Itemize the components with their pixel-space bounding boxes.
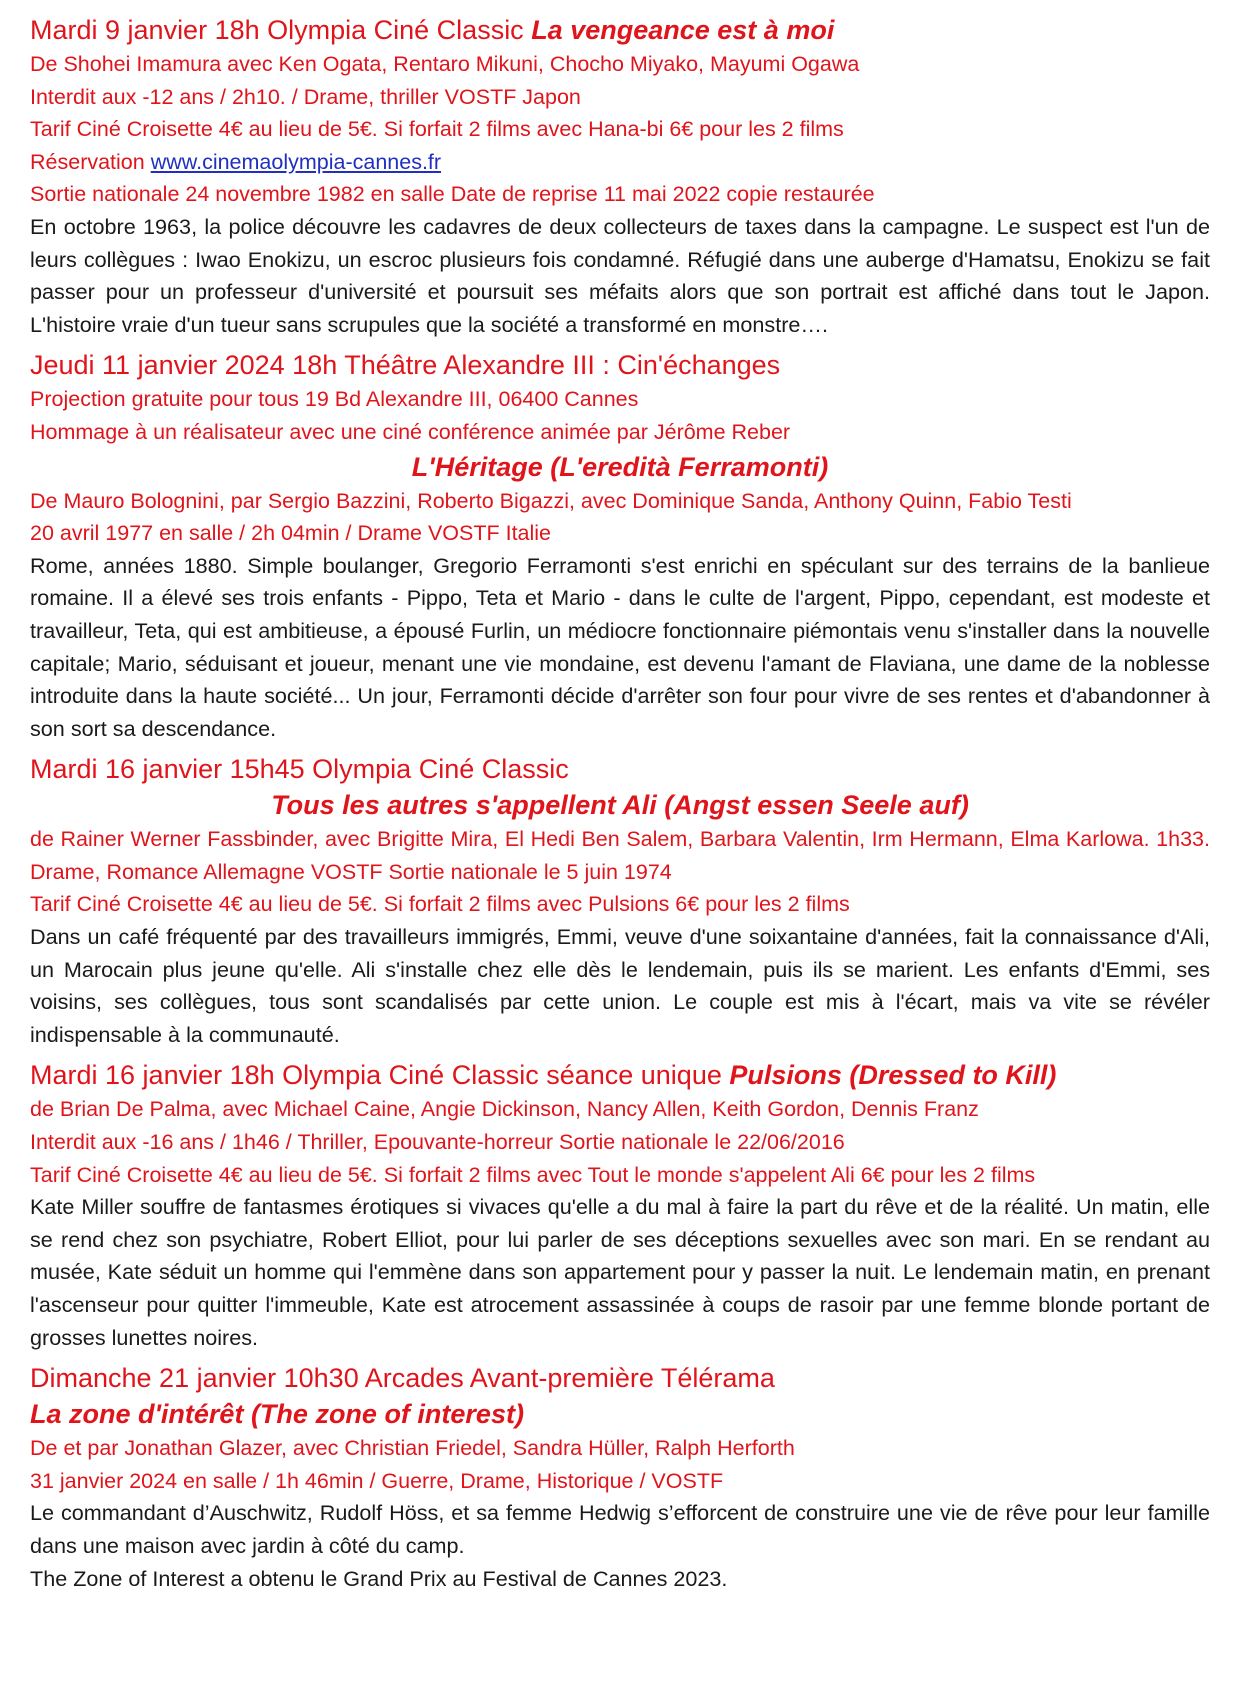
- film-credits: De Mauro Bolognini, par Sergio Bazzini, Roberto Bigazzi, avec Dominique Sanda, Anthony Quinn, Fabio Testi: [30, 488, 1072, 513]
- release-line: Sortie nationale 24 novembre 1982 en salle Date de reprise 11 mai 2022 copie restaurée: [30, 182, 875, 207]
- tarif-line: Tarif Ciné Croisette 4€ au lieu de 5€. Si forfait 2 films avec Pulsions 6€ pour les 2 films: [30, 892, 850, 917]
- reservation-link[interactable]: www.cinemaolympia-cannes.fr: [150, 149, 442, 174]
- projection-line: Projection gratuite pour tous 19 Bd Alexandre III, 06400 Cannes: [30, 387, 639, 412]
- event-header: Dimanche 21 janvier 10h30 Arcades Avant-première Télérama: [30, 1363, 775, 1394]
- reservation-label: Réservation: [30, 149, 151, 174]
- film-info: 31 janvier 2024 en salle / 1h 46min / Guerre, Drame, Historique / VOSTF: [30, 1468, 724, 1493]
- event-header: Jeudi 11 janvier 2024 18h Théâtre Alexandre III : Cin'échanges: [30, 350, 781, 381]
- event-ali: [30, 751, 1210, 1051]
- event-heritage: [30, 347, 1210, 745]
- event-header: Mardi 16 janvier 15h45 Olympia Ciné Classic: [30, 754, 569, 785]
- film-credits: De et par Jonathan Glazer, avec Christian Friedel, Sandra Hüller, Ralph Herforth: [30, 1436, 795, 1461]
- film-synopsis: Rome, années 1880. Simple boulanger, Gregorio Ferramonti s'est enrichi en spéculant sur des terrains de la banlieue romaine. Il a élevé ses trois enfants - Pippo, Teta et Mario - dans le culte de l'argent, Pippo, cependant, est modeste et travailleur, Teta, qui est ambitieuse, a épousé Furlin, un médiocre fonctionnaire piémontais venu s'installer dans la nouvelle capitale; Mario, séduisant et joueur, menant une vie mondaine, est devenu l'amant de Flaviana, une dame de la noblesse introduite dans la haute société... Un jour, Ferramonti décide d'arrêter son four pour vivre de ses rentes et d'abandonner à son sort sa descendance.: [30, 552, 1210, 741]
- film-info: 20 avril 1977 en salle / 2h 04min / Drame VOSTF Italie: [30, 521, 552, 546]
- film-credits: De Shohei Imamura avec Ken Ogata, Rentaro Mikuni, Chocho Miyako, Mayumi Ogawa: [30, 52, 860, 76]
- film-synopsis: Kate Miller souffre de fantasmes érotiques si vivaces qu'elle a du mal à faire la part du rêve et de la réalité. Un matin, elle se rend chez son psychiatre, Robert Elliot, pour lui parler de ses déceptions sexuelles avec son mari. En se rendant au musée, Kate séduit un homme qui l'emmène dans son appartement pour y passer la nuit. Le lendemain matin, en prenant l'ascenseur pour quitter l'immeuble, Kate est atrocement assassinée à coups de rasoir par une femme blonde portant de grosses lunettes noires.: [30, 1194, 1210, 1350]
- film-credits: de Rainer Werner Fassbinder, avec Brigitte Mira, El Hedi Ben Salem, Barbara Valentin, Irm Hermann, Elma Karlowa. 1h33. Drame, Romance Allemagne VOSTF Sortie nationale le 5 juin 1974: [30, 827, 1210, 884]
- reservation-line: [30, 146, 1210, 179]
- film-title: Tous les autres s'appellent Ali (Angst essen Seele auf): [271, 790, 969, 821]
- award-note: The Zone of Interest a obtenu le Grand Prix au Festival de Cannes 2023.: [30, 1565, 728, 1591]
- film-synopsis: Le commandant d’Auschwitz, Rudolf Höss, et sa femme Hedwig s’efforcent de construire une vie de rêve pour leur famille dans une maison avec jardin à côté du camp.: [30, 1500, 1210, 1558]
- event-header: [30, 12, 1210, 48]
- film-synopsis: Dans un café fréquenté par des travailleurs immigrés, Emmi, veuve d'une soixantaine d'années, fait la connaissance d'Ali, un Marocain plus jeune qu'elle. Ali s'installe chez elle dès le lendemain, puis ils se marient. Les enfants d'Emmi, ses voisins, ses collègues, tous sont scandalisés par cette union. Le couple est mis à l'écart, mais va vite se révéler indispensable à la communauté.: [30, 924, 1210, 1047]
- film-info: Interdit aux -16 ans / 1h46 / Thriller, Epouvante-horreur Sortie nationale le 22/06/2016: [30, 1130, 845, 1155]
- hommage-line: Hommage à un réalisateur avec une ciné conférence animée par Jérôme Reber: [30, 419, 791, 444]
- event-pulsions: [30, 1057, 1210, 1354]
- film-info: Interdit aux -12 ans / 2h10. / Drame, thriller VOSTF Japon: [30, 84, 581, 109]
- film-title: Pulsions (Dressed to Kill): [729, 1060, 1057, 1091]
- film-credits: de Brian De Palma, avec Michael Caine, Angie Dickinson, Nancy Allen, Keith Gordon, Dennis Franz: [30, 1097, 979, 1122]
- event-header: [30, 1057, 1210, 1093]
- film-title: La vengeance est à moi: [531, 15, 835, 45]
- tarif-line: Tarif Ciné Croisette 4€ au lieu de 5€. Si forfait 2 films avec Hana-bi 6€ pour les 2 films: [30, 117, 844, 142]
- film-synopsis: En octobre 1963, la police découvre les cadavres de deux collecteurs de taxes dans la campagne. Le suspect est l'un de leurs collègues : Iwao Enokizu, un escroc plusieurs fois condamné. Réfugié dans une auberge d'Hamatsu, Enokizu se fait passer pour un professeur d'université et poursuit ses méfaits alors que son portrait est affiché dans tout le Japon. L'histoire vraie d'un tueur sans scrupules que la société a transformé en monstre….: [30, 213, 1210, 337]
- tarif-line: Tarif Ciné Croisette 4€ au lieu de 5€. Si forfait 2 films avec Tout le monde s'appelent Ali 6€ pour les 2 films: [30, 1162, 1036, 1187]
- film-title: La zone d'intérêt (The zone of interest): [30, 1399, 524, 1430]
- event-date-venue: Mardi 9 janvier 18h Olympia Ciné Classic: [30, 15, 532, 45]
- event-vengeance: [30, 12, 1210, 341]
- film-title: L'Héritage (L'eredità Ferramonti): [411, 451, 829, 482]
- event-zone-interet: [30, 1360, 1210, 1595]
- event-date-venue: Mardi 16 janvier 18h Olympia Ciné Classic séance unique: [30, 1060, 730, 1091]
